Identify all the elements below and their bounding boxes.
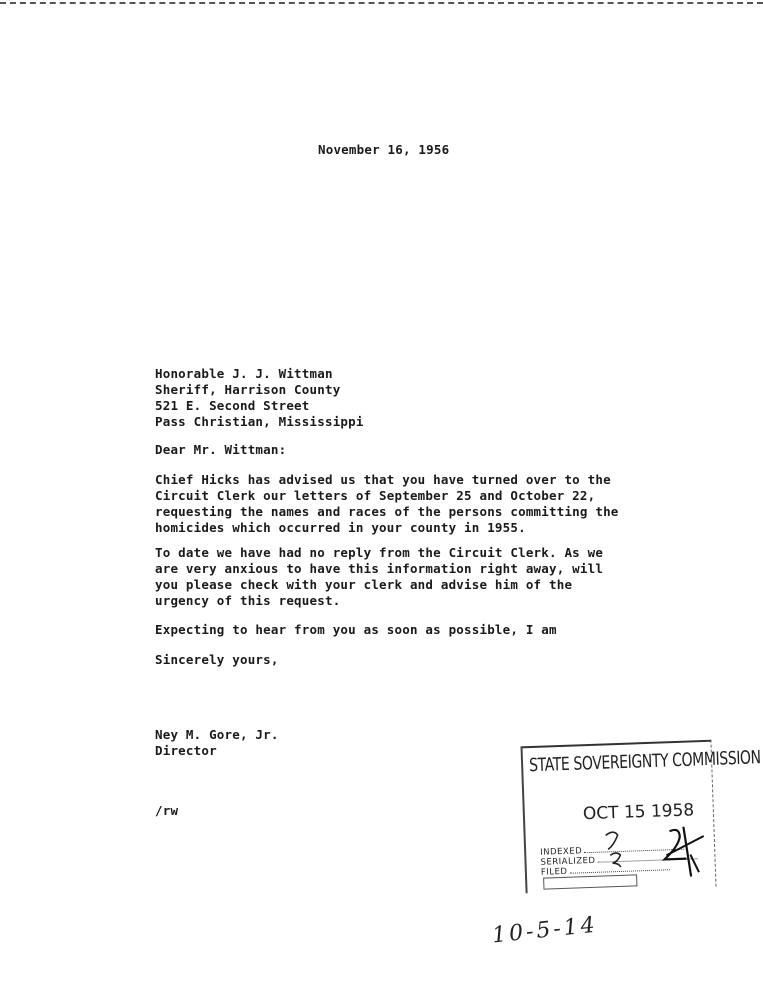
- handwritten-stamp-marks: [585, 824, 707, 888]
- body-paragraph-2: [155, 545, 603, 609]
- paragraph-line: Circuit Clerk our letters of September 25 and October 22,: [155, 488, 596, 503]
- complimentary-close: Sincerely yours,: [155, 652, 279, 667]
- signer-title: Director: [155, 743, 217, 758]
- body-paragraph-1: [155, 472, 619, 536]
- paragraph-line: urgency of this request.: [155, 593, 341, 608]
- address-line: Sheriff, Harrison County: [155, 382, 341, 397]
- paragraph-line: requesting the names and races of the persons committing the: [155, 504, 619, 519]
- signer-name: Ney M. Gore, Jr.: [155, 727, 279, 742]
- stamp-field-label: INDEXED: [540, 846, 583, 858]
- handwritten-note: 10-5-14: [490, 912, 599, 949]
- paragraph-line: you please check with your clerk and advise him of the: [155, 577, 573, 592]
- paragraph-line: homicides which occurred in your county in 1955.: [155, 520, 526, 535]
- recipient-address: [155, 366, 364, 430]
- paragraph-line: are very anxious to have this information right away, will: [155, 561, 604, 576]
- stamp-field-label: FILED: [540, 866, 568, 878]
- stamp-field-label: SERIALIZED: [540, 855, 596, 868]
- stamp-header: STATE SOVEREIGNTY COMMISSION: [528, 747, 762, 777]
- address-line: Honorable J. J. Wittman: [155, 366, 333, 381]
- salutation: Dear Mr. Wittman:: [155, 442, 287, 457]
- stamp-date: OCT 15 1958: [582, 800, 695, 825]
- paragraph-line: Chief Hicks has advised us that you have turned over to the: [155, 472, 611, 487]
- body-paragraph-3: Expecting to hear from you as soon as possible, I am: [155, 622, 557, 637]
- address-line: 521 E. Second Street: [155, 398, 310, 413]
- paragraph-line: To date we have had no reply from the Circuit Clerk. As we: [155, 545, 604, 560]
- address-line: Pass Christian, Mississippi: [155, 414, 364, 429]
- typist-initials: /rw: [155, 803, 179, 818]
- top-border-line: [0, 2, 763, 4]
- signature-block: [155, 727, 279, 759]
- letter-date: November 16, 1956: [318, 142, 450, 157]
- received-stamp: [520, 740, 762, 894]
